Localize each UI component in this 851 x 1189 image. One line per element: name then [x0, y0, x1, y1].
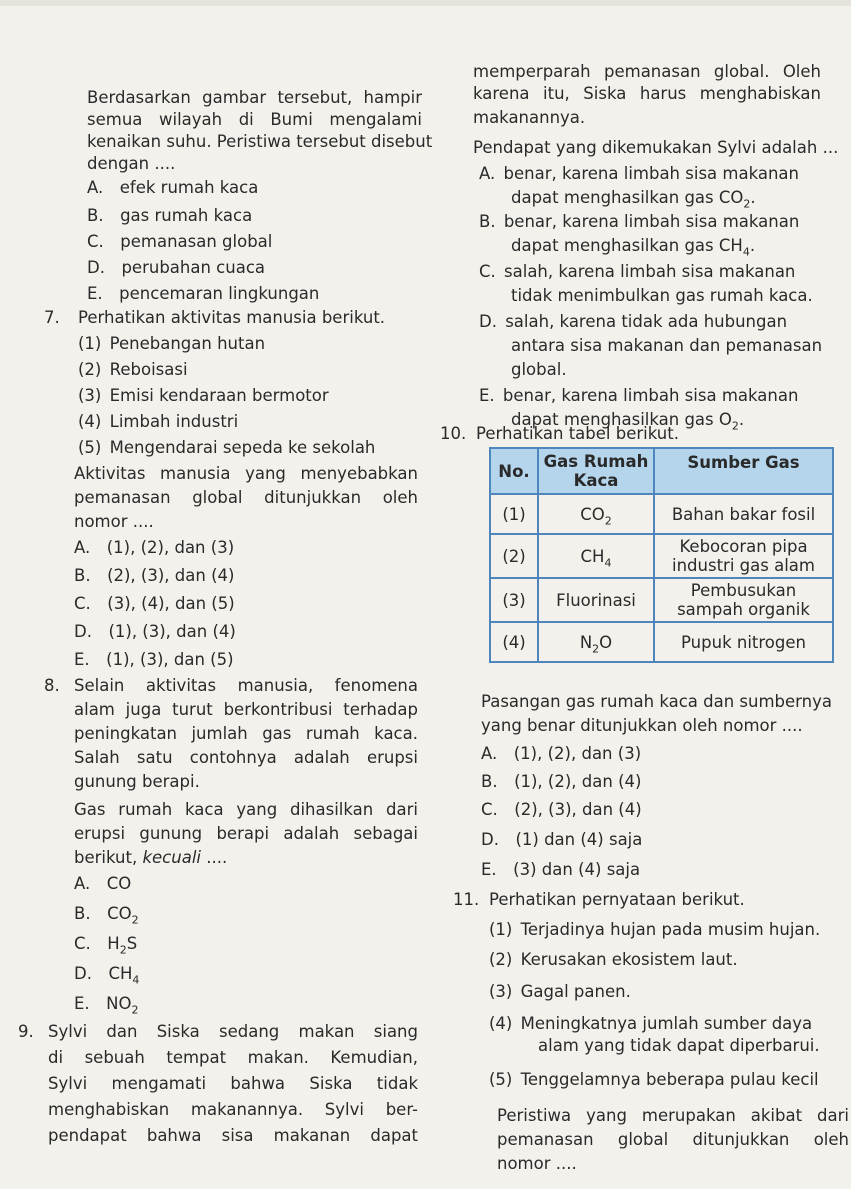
q10-header-no: No.: [490, 448, 538, 494]
q6-stem-line-1: Berdasarkan gambar tersebut, hampir: [87, 88, 422, 107]
q8-option-b-letter: B.: [74, 904, 91, 923]
q10-row-1-gas-subscript: 2: [604, 513, 612, 527]
q10-row-4-source: Pupuk nitrogen: [654, 622, 833, 662]
q6-stem-line-3: kenaikan suhu. Peristiwa tersebut disebut: [87, 132, 433, 151]
q7-option-c[interactable]: C. (3), (4), dan (5): [74, 594, 235, 613]
q7-item-2: (2) Reboisasi: [78, 360, 188, 379]
q10-header-source-text: Sumber Gas: [687, 452, 800, 472]
q8-option-e[interactable]: [74, 994, 139, 1017]
q8-option-c[interactable]: [74, 934, 138, 957]
q8-option-e-formula: NO: [106, 994, 132, 1013]
q9-option-b-end: .: [749, 236, 756, 255]
q7-question-line-2: pemanasan global ditunjukkan oleh: [74, 488, 418, 507]
q8-option-b-formula: CO: [107, 904, 132, 923]
q7-option-d[interactable]: D. (1), (3), dan (4): [74, 622, 236, 641]
q8-option-e-subscript: 2: [131, 1003, 139, 1017]
q11-item-1: (1) Terjadinya hujan pada musim hujan.: [489, 920, 821, 939]
q7-question-line-3: nomor ....: [74, 512, 154, 531]
q8-option-c-formula: H: [107, 934, 120, 953]
q9-option-a-line-2: [511, 188, 756, 211]
q10-number: 10.: [440, 424, 467, 443]
q10-option-a[interactable]: A. (1), (2), dan (3): [481, 744, 642, 763]
q9-option-b[interactable]: [479, 212, 799, 232]
q9-option-a-formula: CO: [718, 188, 744, 207]
q9-option-b-letter: B.: [479, 212, 496, 231]
q10-row-3-source: [654, 578, 833, 622]
q8-option-b[interactable]: [74, 904, 139, 927]
q8-stem-line-8: [74, 848, 227, 868]
q7-option-b[interactable]: B. (2), (3), dan (4): [74, 566, 235, 585]
page-top-edge: [0, 0, 851, 6]
table-row: [490, 578, 833, 622]
q11-item-4-cont: alam yang tidak dapat diperbarui.: [538, 1036, 820, 1055]
q9-option-e-end: .: [738, 410, 745, 429]
q9-option-d-line-3: global.: [511, 360, 567, 379]
q10-row-2-no: (2): [490, 534, 538, 578]
q10-row-2-source: [654, 534, 833, 578]
q8-stem-line-2: alam juga turut berkontribusi terhadap: [74, 700, 418, 719]
q8-option-d[interactable]: [74, 964, 140, 987]
q7-item-1: (1) Penebangan hutan: [78, 334, 266, 353]
q10-question-line-2: yang benar ditunjukkan oleh nomor ....: [481, 716, 803, 735]
q9-option-c[interactable]: [479, 262, 795, 282]
q8-option-b-subscript: 2: [131, 913, 139, 927]
q7-question-line-1: Aktivitas manusia yang menyebabkan: [74, 464, 418, 483]
q9-option-a-subscript: 2: [743, 197, 751, 211]
q10-question-line-1: Pasangan gas rumah kaca dan sumbernya: [481, 692, 832, 711]
q8-option-d-letter: D.: [74, 964, 92, 983]
q10-row-3-source-line-2: sampah organik: [677, 600, 810, 619]
q6-option-d[interactable]: D. perubahan cuaca: [87, 258, 265, 277]
q9-option-c-line-2: tidak menimbulkan gas rumah kaca.: [511, 286, 813, 305]
q6-option-c[interactable]: C. pemanasan global: [87, 232, 273, 251]
q9-stem-cont-line-2: karena itu, Siska harus menghabiskan: [473, 84, 821, 103]
q10-row-4-gas-subscript: 2: [592, 641, 600, 655]
q6-stem-line-4: dengan ....: [87, 154, 176, 173]
q9-stem-line-4: menghabiskan makanannya. Sylvi ber-: [48, 1100, 418, 1119]
q9-option-b-subscript: 4: [742, 245, 750, 259]
q8-option-a-formula: CO: [106, 874, 132, 893]
q10-table: [489, 447, 834, 663]
q7-option-a[interactable]: A. (1), (2), dan (3): [74, 538, 235, 557]
q9-option-b-line-2: [511, 236, 756, 259]
q8-stem-line-4: Salah satu contohnya adalah erupsi: [74, 748, 418, 767]
q9-option-e-text: dapat menghasilkan gas: [511, 410, 719, 429]
q10-header-gas-line-2: Kaca: [573, 471, 619, 490]
q11-stem: Perhatikan pernyataan berikut.: [489, 890, 745, 909]
q9-option-e-line-1: benar, karena limbah sisa makanan: [502, 386, 799, 405]
q9-option-b-line-1: benar, karena limbah sisa makanan: [503, 212, 800, 231]
q10-option-d[interactable]: D. (1) dan (4) saja: [481, 830, 643, 849]
q8-option-a[interactable]: [74, 874, 131, 894]
q10-row-1-source-line-1: Bahan bakar fosil: [671, 504, 816, 524]
q11-item-4: (4) Meningkatnya jumlah sumber daya: [489, 1014, 813, 1033]
q11-item-5: (5) Tenggelamnya beberapa pulau kecil: [489, 1070, 819, 1089]
q9-option-a-text: dapat menghasilkan gas: [511, 188, 719, 207]
q11-question-line-1: Peristiwa yang merupakan akibat dari: [497, 1106, 849, 1125]
q10-header-gas-line-1: Gas Rumah: [543, 452, 649, 471]
q9-question: Pendapat yang dikemukakan Sylvi adalah ...: [473, 138, 839, 157]
q10-row-2-gas: [538, 534, 654, 578]
q8-number: 8.: [44, 676, 60, 695]
q7-item-5: (5) Mengendarai sepeda ke sekolah: [78, 438, 376, 457]
q10-row-1-no: (1): [490, 494, 538, 534]
q6-option-b[interactable]: B. gas rumah kaca: [87, 206, 253, 225]
table-row: [490, 622, 833, 662]
q8-option-e-letter: E.: [74, 994, 90, 1013]
q9-option-d[interactable]: [479, 312, 787, 332]
q8-stem-line-6: Gas rumah kaca yang dihasilkan dari: [74, 800, 418, 819]
q10-row-1-gas-formula: CO: [580, 504, 605, 524]
q10-header-source: [654, 448, 833, 494]
q11-question-line-2: pemanasan global ditunjukkan oleh: [497, 1130, 849, 1149]
q6-option-e[interactable]: E. pencemaran lingkungan: [87, 284, 320, 303]
q10-stem: Perhatikan tabel berikut.: [476, 424, 679, 443]
q9-option-d-letter: D.: [479, 312, 497, 331]
q9-option-c-line-1: salah, karena limbah sisa makanan: [504, 262, 796, 281]
q9-option-e-subscript: 2: [731, 419, 739, 433]
q10-option-b[interactable]: B. (1), (2), dan (4): [481, 772, 642, 791]
q10-row-2-gas-formula: CH: [580, 546, 605, 566]
q9-stem-line-1: Sylvi dan Siska sedang makan siang: [48, 1022, 418, 1041]
q10-row-4-gas-formula: N: [579, 632, 593, 652]
q10-option-c[interactable]: C. (2), (3), dan (4): [481, 800, 642, 819]
q10-row-2-source-line-1: Kebocoran pipa: [679, 537, 808, 556]
q10-row-1-gas: [538, 494, 654, 534]
q8-option-c-formula-tail: S: [126, 934, 138, 953]
q8-option-c-letter: C.: [74, 934, 91, 953]
q8-stem-line-3: peningkatan jumlah gas rumah kaca.: [74, 724, 418, 743]
q9-option-e-formula: O: [718, 410, 732, 429]
q8-option-a-letter: A.: [74, 874, 91, 893]
q9-option-d-line-2: antara sisa makanan dan pemanasan: [511, 336, 823, 355]
q9-option-d-line-1: salah, karena tidak ada hubungan: [505, 312, 788, 331]
q8-option-d-subscript: 4: [132, 973, 140, 987]
q7-option-e[interactable]: E. (1), (3), dan (5): [74, 650, 234, 669]
q10-row-2-gas-subscript: 4: [604, 555, 612, 569]
q9-option-c-letter: C.: [479, 262, 496, 281]
q10-row-1-source: [654, 494, 833, 534]
q9-option-a-end: .: [750, 188, 756, 207]
q10-row-3-no: (3): [490, 578, 538, 622]
table-row: [490, 494, 833, 534]
q9-option-a-letter: A.: [479, 164, 496, 183]
q10-option-e[interactable]: E. (3) dan (4) saja: [481, 860, 641, 879]
q9-option-b-text: dapat menghasilkan gas: [511, 236, 719, 255]
q7-stem: Perhatikan aktivitas manusia berikut.: [78, 308, 386, 327]
q7-item-4: (4) Limbah industri: [78, 412, 239, 431]
q9-number: 9.: [18, 1022, 34, 1041]
q7-number: 7.: [44, 308, 60, 327]
q11-number: 11.: [453, 890, 480, 909]
q10-row-2-source-line-2: industri gas alam: [672, 556, 815, 575]
table-row: [490, 534, 833, 578]
q11-item-3: (3) Gagal panen.: [489, 982, 631, 1001]
q9-stem-cont-line-3: makanannya.: [473, 108, 586, 127]
q6-option-a[interactable]: A. efek rumah kaca: [87, 178, 259, 197]
q10-table-header-row: [490, 448, 833, 494]
q6-stem-line-2: semua wilayah di Bumi mengalami: [87, 110, 422, 129]
q11-item-2: (2) Kerusakan ekosistem laut.: [489, 950, 738, 969]
q10-row-4-gas-formula-tail: O: [599, 632, 613, 652]
q8-option-d-formula: CH: [108, 964, 133, 983]
q9-option-b-formula: CH: [718, 236, 743, 255]
q9-stem-cont-line-1: memperparah pemanasan global. Oleh: [473, 62, 821, 81]
q10-header-gas: [538, 448, 654, 494]
q10-row-3-gas: Fluorinasi: [538, 578, 654, 622]
q8-stem-prefix: berikut,: [74, 848, 143, 867]
q9-option-a[interactable]: [479, 164, 799, 184]
q11-question-line-3: nomor ....: [497, 1154, 577, 1173]
q9-option-e-letter: E.: [479, 386, 495, 405]
q9-option-a-line-1: benar, karena limbah sisa makanan: [503, 164, 799, 183]
q9-stem-line-5: pendapat bahwa sisa makanan dapat: [48, 1126, 418, 1145]
q10-row-3-source-line-1: Pembusukan: [690, 581, 797, 600]
q9-stem-line-2: di sebuah tempat makan. Kemudian,: [48, 1048, 418, 1067]
q8-kecuali: kecuali: [142, 848, 201, 867]
q10-row-4-gas: [538, 622, 654, 662]
q7-item-3: (3) Emisi kendaraan bermotor: [78, 386, 329, 405]
q8-stem-line-5: gunung berapi.: [74, 772, 200, 791]
q8-stem-line-7: erupsi gunung berapi adalah sebagai: [74, 824, 418, 843]
q9-option-e[interactable]: [479, 386, 798, 406]
q8-stem-line-1: Selain aktivitas manusia, fenomena: [74, 676, 418, 695]
q8-ellipsis: ....: [200, 848, 228, 867]
q10-row-4-no: (4): [490, 622, 538, 662]
q9-stem-line-3: Sylvi mengamati bahwa Siska tidak: [48, 1074, 418, 1093]
q8-option-c-subscript: 2: [119, 943, 127, 957]
